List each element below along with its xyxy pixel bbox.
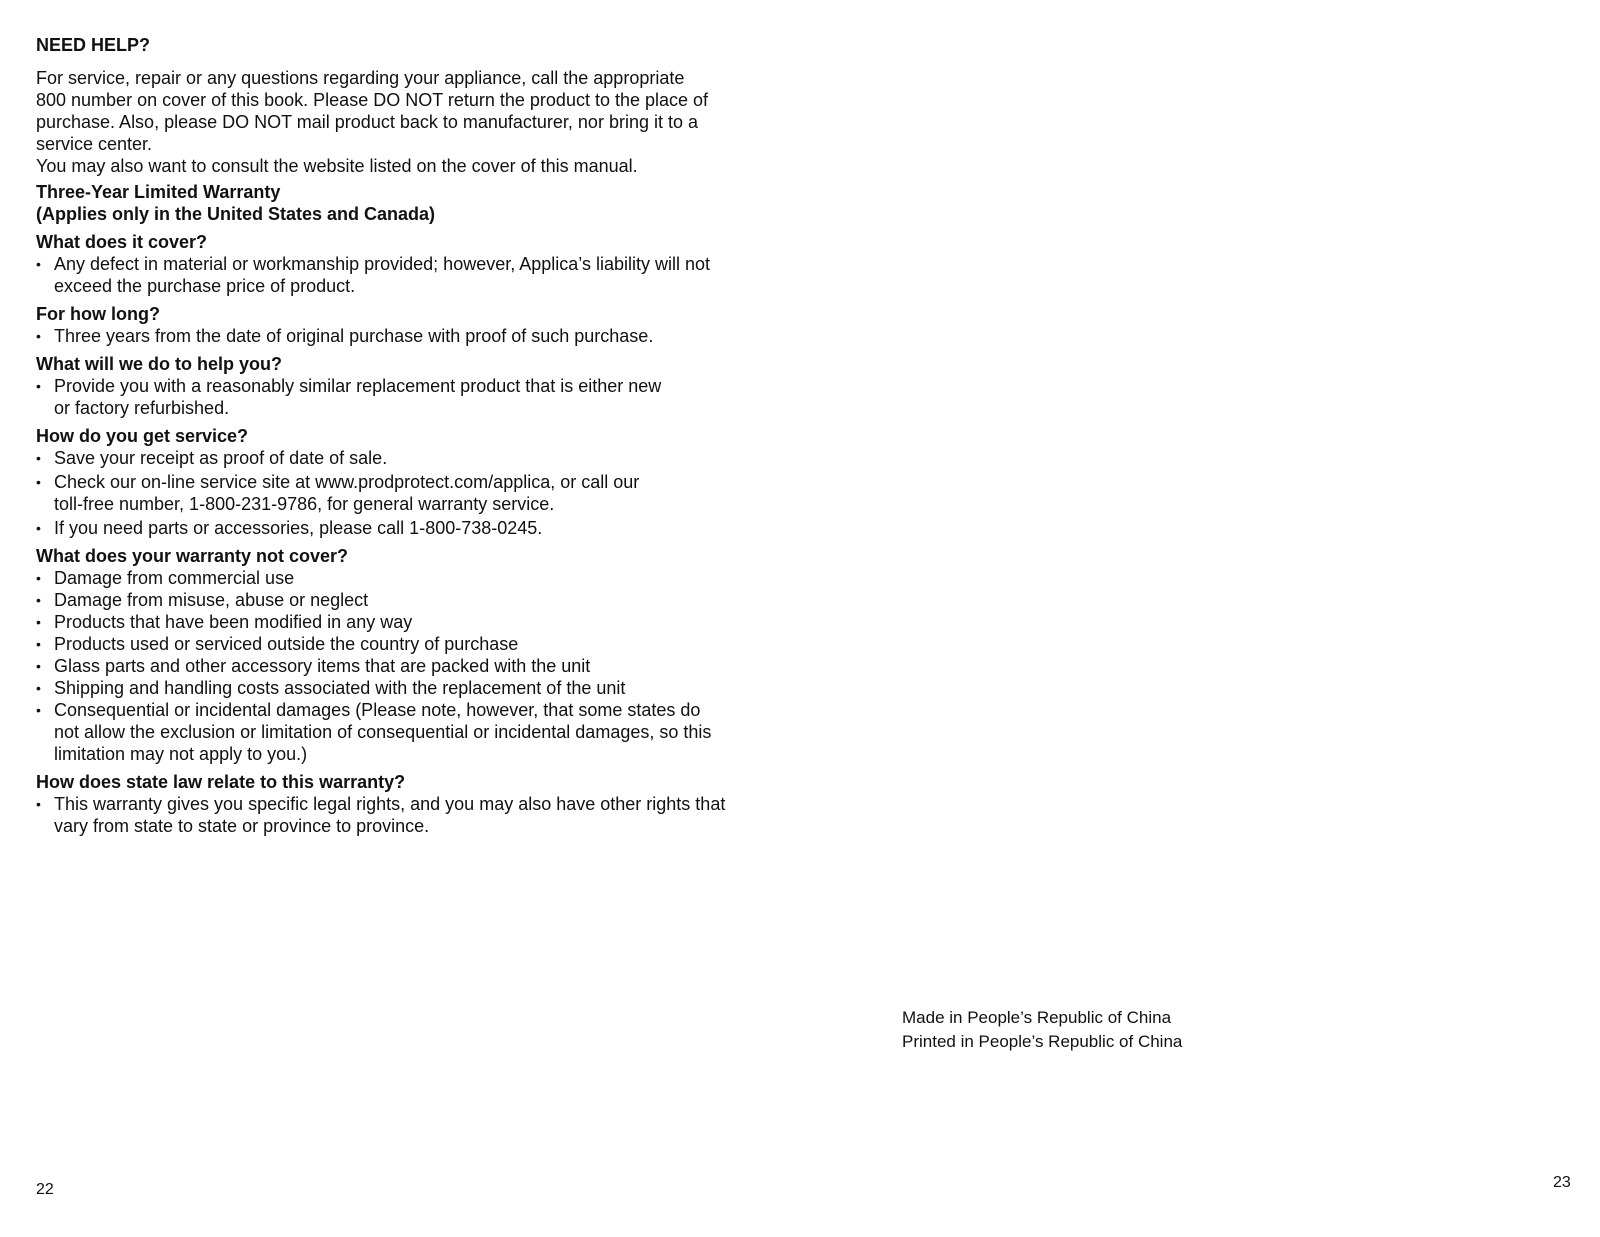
warranty-subtitle-line: (Applies only in the United States and Canada) xyxy=(36,204,436,224)
not-cover-list xyxy=(36,567,756,765)
list-item xyxy=(36,471,756,515)
list-item xyxy=(36,567,756,589)
list-item xyxy=(36,253,756,297)
list-item xyxy=(36,633,756,655)
left-page xyxy=(36,34,756,837)
list-item-line: or factory refurbished. xyxy=(54,398,230,418)
list-item-line: exceed the purchase price of product. xyxy=(54,276,356,296)
warranty-title-line: Three-Year Limited Warranty xyxy=(36,182,281,202)
list-item-line: vary from state to state or province to province. xyxy=(54,816,430,836)
intro-paragraph xyxy=(36,67,756,177)
list-item xyxy=(36,655,756,677)
section-heading-state-law: How does state law relate to this warranty? xyxy=(36,772,406,792)
intro-line: purchase. Also, please DO NOT mail product back to manufacturer, nor bring it to a xyxy=(36,112,698,132)
list-item-line: • Damage from misuse, abuse or neglect xyxy=(54,590,369,610)
list-item xyxy=(36,375,756,419)
how-long-list xyxy=(36,325,756,347)
section-heading-how-long: For how long? xyxy=(36,304,160,324)
list-item-line: • If you need parts or accessories, please call 1-800-738-0245. xyxy=(54,518,543,538)
list-item xyxy=(36,325,756,347)
section-heading-service: How do you get service? xyxy=(36,426,249,446)
list-item-line: • Three years from the date of original purchase with proof of such purchase. xyxy=(54,326,654,346)
list-item-line: not allow the exclusion or limitation of consequential or incidental damages, so this xyxy=(54,722,712,742)
list-item-line: toll-free number, 1-800-231-9786, for general warranty service. xyxy=(54,494,555,514)
intro-line: For service, repair or any questions regarding your appliance, call the appropriate xyxy=(36,68,685,88)
list-item-line: • Any defect in material or workmanship provided; however, Applica’s liability will not xyxy=(54,254,710,274)
section-heading-cover: What does it cover? xyxy=(36,232,208,252)
intro-line: You may also want to consult the website listed on the cover of this manual. xyxy=(36,156,638,176)
service-list xyxy=(36,447,756,539)
list-item-line: • Consequential or incidental damages (Please note, however, that some states do xyxy=(54,700,701,720)
origin-notice xyxy=(902,1006,1182,1054)
printed-in-text: Printed in People’s Republic of China xyxy=(902,1032,1183,1051)
section-heading-not-cover: What does your warranty not cover? xyxy=(36,546,349,566)
page-number-left: 22 xyxy=(36,1181,54,1198)
intro-line: service center. xyxy=(36,134,153,154)
help-list xyxy=(36,375,756,419)
list-item-line: • Check our on-line service site at www.prodprotect.com/applica, or call our xyxy=(54,472,640,492)
list-item xyxy=(36,699,756,765)
list-item-line: • Glass parts and other accessory items that are packed with the unit xyxy=(54,656,591,676)
list-item xyxy=(36,589,756,611)
list-item xyxy=(36,447,756,469)
list-item xyxy=(36,611,756,633)
list-item-line: • Shipping and handling costs associated with the replacement of the unit xyxy=(54,678,626,698)
intro-line: 800 number on cover of this book. Please DO NOT return the product to the place of xyxy=(36,90,709,110)
page-number-right: 23 xyxy=(1553,1174,1571,1191)
state-law-list xyxy=(36,793,756,837)
list-item-line: • Products that have been modified in any way xyxy=(54,612,413,632)
warranty-title xyxy=(36,181,756,225)
need-help-title: NEED HELP? xyxy=(36,35,151,55)
list-item-line: • Save your receipt as proof of date of sale. xyxy=(54,448,388,468)
list-item-line: • This warranty gives you specific legal rights, and you may also have other rights that xyxy=(54,794,726,814)
list-item xyxy=(36,517,756,539)
list-item-line: • Products used or serviced outside the country of purchase xyxy=(54,634,519,654)
list-item-line: limitation may not apply to you.) xyxy=(54,744,308,764)
section-heading-help: What will we do to help you? xyxy=(36,354,282,374)
cover-list xyxy=(36,253,756,297)
list-item xyxy=(36,677,756,699)
list-item-line: • Damage from commercial use xyxy=(54,568,295,588)
list-item-line: • Provide you with a reasonably similar replacement product that is either new xyxy=(54,376,662,396)
list-item xyxy=(36,793,756,837)
made-in-text: Made in People’s Republic of China xyxy=(902,1008,1172,1027)
